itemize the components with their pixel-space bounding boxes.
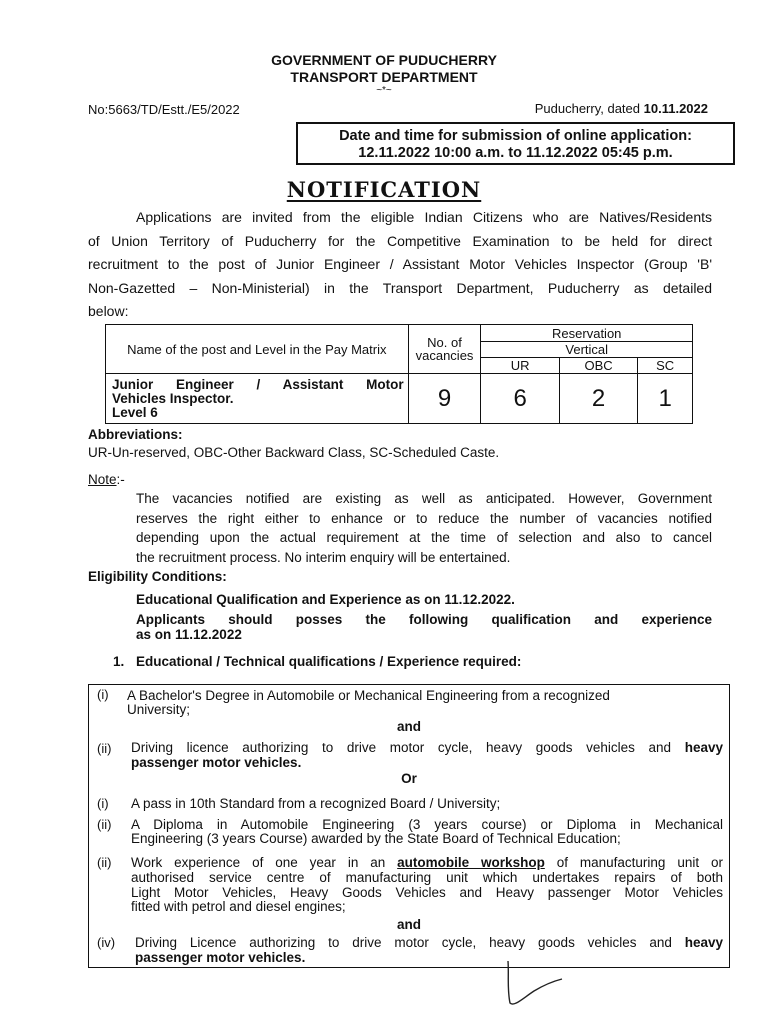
abbreviations-text: UR-Un-reserved, OBC-Other Backward Class, SC-Scheduled Caste. bbox=[88, 445, 500, 460]
intro-paragraph bbox=[88, 206, 712, 324]
col-reservation-header: Reservation bbox=[481, 325, 693, 342]
item-1-text: Educational / Technical qualifications / Experience required: bbox=[136, 654, 522, 669]
ur-cell: 6 bbox=[481, 374, 559, 424]
eligibility-line-2: Applicants should posses the following qualification and experience bbox=[136, 612, 712, 627]
qual-line bbox=[135, 935, 723, 950]
qual-line bbox=[131, 855, 723, 870]
qual-bold-text: heavy bbox=[684, 740, 723, 755]
qual-bold-text: heavy bbox=[684, 935, 723, 950]
qual-line bbox=[131, 740, 723, 755]
eligibility-heading: Eligibility Conditions: bbox=[88, 569, 227, 584]
dated-line bbox=[535, 101, 708, 116]
govt-heading: GOVERNMENT OF PUDUCHERRY bbox=[271, 52, 497, 68]
qual-line: Engineering (3 years Course) awarded by the State Board of Technical Education; bbox=[131, 831, 621, 846]
intro-line: Applications are invited from the eligible Indian Citizens who are Natives/Residents bbox=[136, 209, 712, 225]
qual-line: authorised service centre of manufacturing unit which undertakes repairs of both bbox=[131, 870, 723, 885]
post-line: Level 6 bbox=[112, 404, 158, 420]
note-paragraph bbox=[136, 489, 712, 567]
qual-line: University; bbox=[127, 702, 191, 717]
obc-cell: 2 bbox=[559, 374, 637, 424]
intro-line: Non-Gazetted – Non-Ministerial) in the Transport Department, Puducherry as detailed bbox=[88, 279, 712, 296]
qual-num: (i) bbox=[97, 687, 109, 702]
dated-label: Puducherry, dated bbox=[534, 101, 641, 116]
qual-text: Work experience of one year in an bbox=[131, 855, 386, 870]
reference-number: No:5663/TD/Estt./E5/2022 bbox=[88, 102, 240, 117]
signature-mark bbox=[500, 955, 580, 1015]
and-connector: and bbox=[396, 719, 421, 734]
qual-line: A Diploma in Automobile Engineering (3 years course) or Diploma in Mechanical bbox=[131, 817, 723, 832]
vacancy-table bbox=[105, 324, 693, 424]
qual-num: (ii) bbox=[97, 817, 112, 832]
item-1-number: 1. bbox=[113, 654, 125, 669]
col-obc-header: OBC bbox=[559, 358, 637, 374]
post-line: Junior Engineer / Assistant Motor bbox=[112, 376, 404, 392]
qual-line: passenger motor vehicles. bbox=[131, 755, 302, 770]
or-connector: Or bbox=[401, 771, 417, 786]
qualifications-box bbox=[88, 684, 730, 968]
qual-text: of manufacturing unit or bbox=[556, 855, 723, 870]
submission-line-1: Date and time for submission of online application: bbox=[339, 128, 692, 144]
col-vacancies-header: No. of vacancies bbox=[408, 325, 481, 374]
col-post-header: Name of the post and Level in the Pay Matrix bbox=[106, 325, 409, 374]
note-label bbox=[88, 472, 125, 487]
submission-box bbox=[296, 122, 735, 165]
sc-cell: 1 bbox=[638, 374, 693, 424]
qual-num: (iv) bbox=[97, 935, 116, 950]
table-row bbox=[106, 374, 693, 424]
submission-line-2: 12.11.2022 10:00 a.m. to 11.12.2022 05:45 p.m. bbox=[358, 145, 673, 161]
intro-line: recruitment to the post of Junior Engineer / Assistant Motor Vehicles Inspector (Group 'B' bbox=[88, 256, 712, 273]
note-label-suffix: :- bbox=[116, 472, 125, 487]
intro-line: below: bbox=[88, 303, 129, 320]
qual-text: Driving licence authorizing to drive motor cycle, heavy goods vehicles and bbox=[131, 740, 672, 755]
col-ur-header: UR bbox=[481, 358, 559, 374]
qual-text: Driving Licence authorizing to drive motor cycle, heavy goods vehicles and bbox=[135, 935, 672, 950]
qual-line: A Bachelor's Degree in Automobile or Mechanical Engineering from a recognized bbox=[127, 688, 610, 703]
qual-num: (i) bbox=[97, 796, 109, 811]
intro-line: of Union Territory of Puducherry for the Competitive Examination to be held for direct bbox=[88, 232, 712, 249]
qual-line: A pass in 10th Standard from a recognized Board / University; bbox=[131, 796, 501, 811]
notification-title bbox=[0, 177, 768, 202]
vacancies-cell: 9 bbox=[408, 374, 481, 424]
notification-title-text: NOTIFICATION bbox=[286, 177, 482, 202]
qual-line: Light Motor Vehicles, Heavy Goods Vehicles and Heavy passenger Motor Vehicles bbox=[131, 885, 723, 900]
abbreviations-heading: Abbreviations: bbox=[88, 427, 183, 442]
post-name-cell bbox=[106, 374, 409, 424]
qual-num: (ii) bbox=[97, 855, 112, 870]
department-heading: TRANSPORT DEPARTMENT bbox=[290, 69, 478, 85]
dated-date: 10.11.2022 bbox=[643, 101, 708, 116]
eligibility-line-1: Educational Qualification and Experience as on 11.12.2022. bbox=[136, 592, 515, 607]
note-line: reserves the right either to enhance or to reduce the number of vacancies notified bbox=[136, 510, 712, 526]
qual-num: (ii) bbox=[97, 741, 112, 756]
eligibility-line-3: as on 11.12.2022 bbox=[136, 627, 242, 642]
note-label-text: Note bbox=[88, 472, 117, 487]
note-line: The vacancies notified are existing as well as anticipated. However, Government bbox=[136, 491, 712, 506]
col-sc-header: SC bbox=[638, 358, 693, 374]
qual-underlined-text: automobile workshop bbox=[397, 855, 545, 870]
note-line: depending upon the actual requirement at the time of selection and also to cancel bbox=[136, 530, 712, 545]
qual-line: passenger motor vehicles. bbox=[135, 950, 306, 965]
separator-symbol: ~*~ bbox=[376, 85, 392, 96]
post-line: Vehicles Inspector. bbox=[112, 390, 234, 406]
col-vertical-header: Vertical bbox=[481, 342, 693, 358]
note-line: the recruitment process. No interim enquiry will be entertained. bbox=[136, 549, 511, 565]
and-connector: and bbox=[396, 917, 421, 932]
qual-line: fitted with petrol and diesel engines; bbox=[131, 899, 346, 914]
